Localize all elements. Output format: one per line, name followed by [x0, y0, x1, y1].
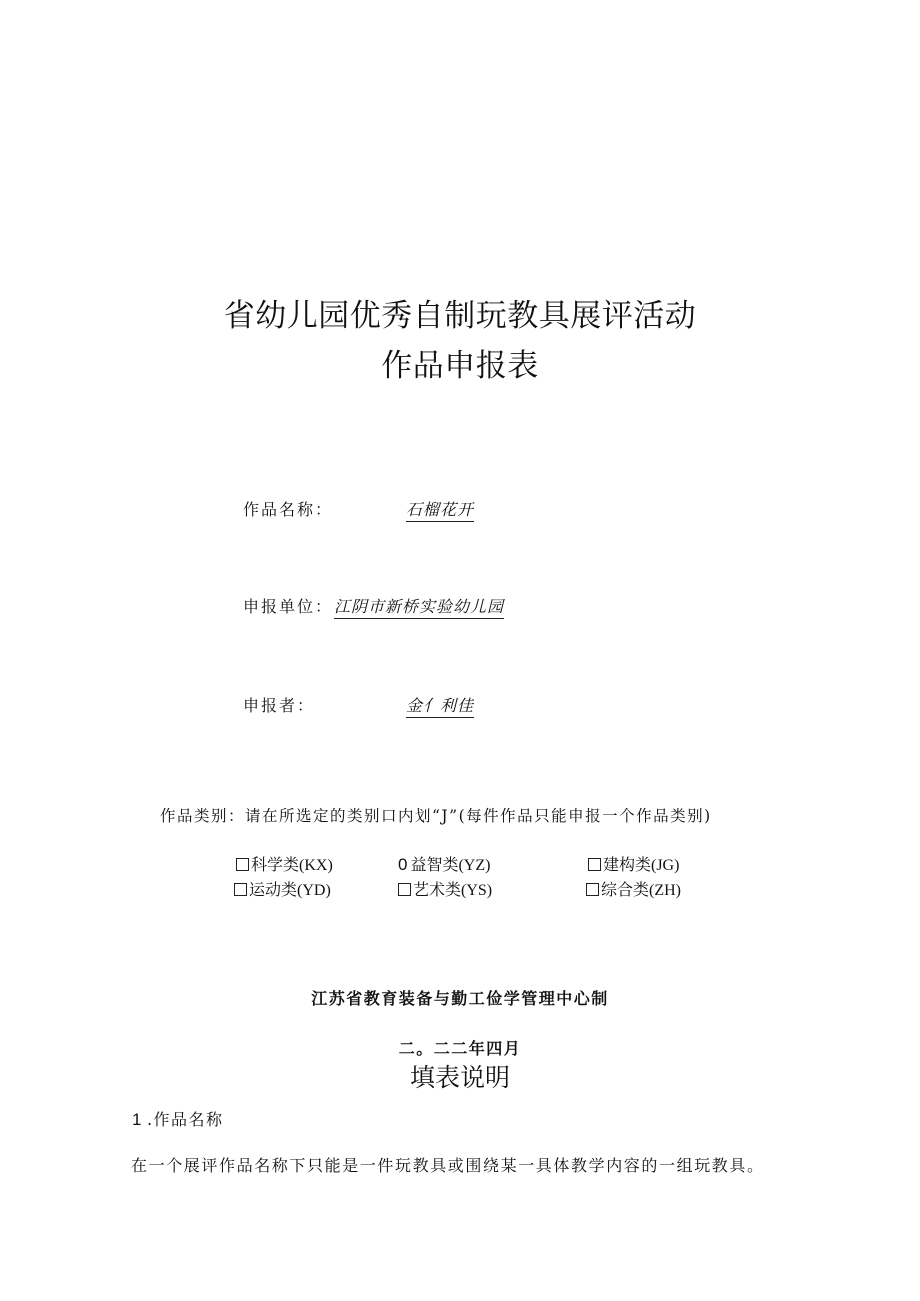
checkbox-icon [234, 883, 247, 896]
instruction-item-text: 在一个展评作品名称下只能是一件玩教具或围绕某一具体教学内容的一组玩教具。 [131, 1156, 765, 1175]
checkbox-icon [588, 858, 601, 871]
category-option-label: 综合类(ZH) [601, 882, 681, 899]
category-instruction: 作品类别：请在所选定的类别口内划“J”(每件作品只能申报一个作品类别) [160, 807, 712, 825]
checkbox-icon [398, 883, 411, 896]
category-option-art[interactable] [398, 877, 492, 900]
applicant-unit-value: 江阴市新桥实验幼儿园 [334, 594, 504, 619]
category-option-puzzle[interactable] [398, 852, 490, 875]
work-name-label: 作品名称： [243, 500, 334, 519]
work-name-value: 石榴花开 [406, 497, 474, 522]
checkbox-icon [236, 858, 249, 871]
checkbox-icon [586, 883, 599, 896]
instruction-item-heading [132, 1107, 224, 1130]
issue-date: 二。二二年四月 [398, 1039, 522, 1058]
category-option-sports[interactable] [234, 877, 331, 900]
category-option-label: 运动类(YD) [249, 882, 331, 899]
category-option-construction[interactable] [588, 852, 679, 875]
applicant-unit-label: 申报单位： [243, 597, 334, 616]
instruction-item-title: .作品名称 [146, 1110, 224, 1129]
selected-mark: 0 [398, 855, 408, 874]
category-option-label: 益智类(YZ) [410, 857, 491, 874]
instruction-item-number: 1 [132, 1110, 143, 1129]
category-option-label: 科学类(KX) [251, 857, 333, 874]
issuer-line: 江苏省教育装备与勤工俭学管理中心制 [311, 989, 609, 1008]
applicant-value: 金亻利佳 [406, 693, 474, 718]
page-subtitle: 作品申报表 [381, 348, 539, 384]
category-option-science[interactable] [236, 852, 333, 875]
category-option-comprehensive[interactable] [586, 877, 681, 900]
applicant-label: 申报者： [243, 696, 316, 715]
page-title: 省幼儿园优秀自制玩教具展评活动 [223, 298, 697, 334]
instructions-heading: 填表说明 [409, 1063, 510, 1092]
category-option-label: 艺术类(YS) [413, 882, 493, 899]
category-option-label: 建构类(JG) [603, 857, 680, 874]
